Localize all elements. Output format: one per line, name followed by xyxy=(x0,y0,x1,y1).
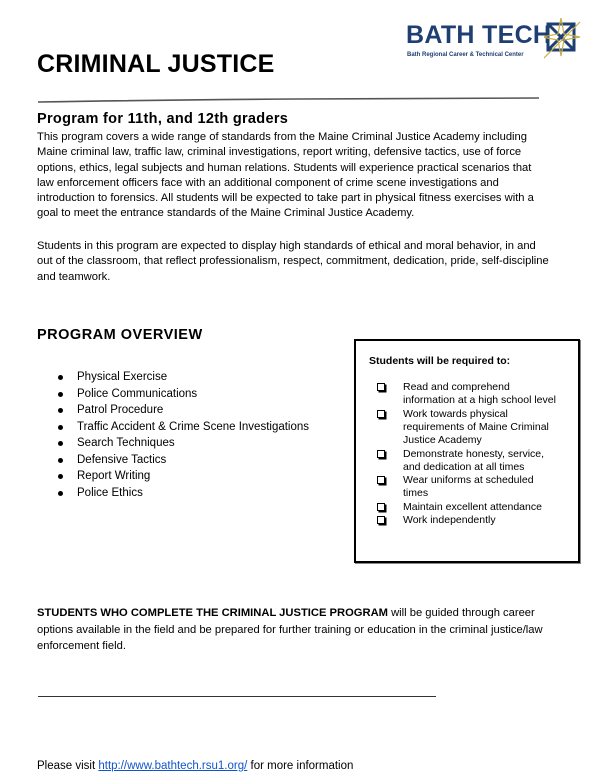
requirement-text: Maintain excellent attendance xyxy=(403,500,542,513)
checkbox-bullet-icon xyxy=(377,503,385,511)
closing-statement xyxy=(37,605,552,655)
program-subtitle: Program for 11th, and 12th graders xyxy=(37,111,289,127)
requirement-item xyxy=(376,448,561,474)
behavior-expectations: Students in this program are expected to display high standards of ethical and moral behavior, in and out of the classroom, that reflect professionalism, respect, commitment, dedication, pride, self-discipline and teamwork. xyxy=(37,240,549,283)
footer-suffix: for more information xyxy=(247,760,354,772)
footer-divider xyxy=(38,696,436,697)
requirement-item xyxy=(376,474,561,500)
closing-text: will be guided through career options available in the field and be prepared for further training or education in the criminal justice/law enforcement field. xyxy=(37,607,543,653)
requirement-text: Work towards physical requirements of Maine Criminal Justice Academy xyxy=(403,407,549,446)
website-link[interactable]: http://www.bathtech.rsu1.org/ xyxy=(98,760,248,772)
checkbox-bullet-icon xyxy=(377,516,385,524)
footer xyxy=(37,760,353,772)
header-divider xyxy=(37,96,540,104)
requirement-item xyxy=(376,501,561,514)
logo-emblem-icon xyxy=(544,18,582,62)
bath-tech-logo xyxy=(406,18,582,62)
requirement-text: Demonstrate honesty, service, and dedication at all times xyxy=(403,447,545,473)
logo-subtext: Bath Regional Career & Technical Center xyxy=(407,52,524,58)
checkbox-bullet-icon xyxy=(377,383,385,391)
list-item: Police Ethics xyxy=(58,485,309,502)
overview-heading: PROGRAM OVERVIEW xyxy=(37,327,203,343)
list-item: Report Writing xyxy=(58,468,309,485)
requirement-text: Wear uniforms at scheduled times xyxy=(403,474,534,500)
checkbox-bullet-icon xyxy=(377,410,385,418)
footer-prefix: Please visit xyxy=(37,760,99,772)
checkbox-bullet-icon xyxy=(377,450,385,458)
page-title: CRIMINAL JUSTICE xyxy=(37,50,275,78)
program-description: This program covers a wide range of standards from the Maine Criminal Justice Academy including Maine criminal law, traffic law, criminal investigations, report writing, defensive tactics, use of force options, ethics, legal subjects and human relations. Students will experience practical scenarios that law enforcement officers face with an additional component of crime scene investigations and introduction to forensics. All students will be expected to take part in physical fitness exercises with a goal to meet the entrance standards of the Maine Criminal Justice Academy. xyxy=(37,131,534,220)
list-item: Patrol Procedure xyxy=(58,402,309,419)
logo-text: BATH TECH xyxy=(406,21,552,49)
list-item: Police Communications xyxy=(58,386,309,403)
requirement-text: Read and comprehend information at a high school level xyxy=(403,381,556,407)
list-item: Physical Exercise xyxy=(58,369,309,386)
requirement-item xyxy=(376,408,561,448)
requirement-item xyxy=(376,514,561,527)
closing-bold: STUDENTS WHO COMPLETE THE CRIMINAL JUSTICE PROGRAM xyxy=(37,607,388,619)
list-item: Search Techniques xyxy=(58,435,309,452)
requirement-item xyxy=(376,381,561,407)
checkbox-bullet-icon xyxy=(377,476,385,484)
overview-list xyxy=(58,369,309,501)
requirements-heading: Students will be required to: xyxy=(369,355,511,367)
requirements-box xyxy=(354,339,580,563)
list-item: Defensive Tactics xyxy=(58,452,309,469)
list-item: Traffic Accident & Crime Scene Investigations xyxy=(58,419,309,436)
requirement-text: Work independently xyxy=(403,514,496,526)
